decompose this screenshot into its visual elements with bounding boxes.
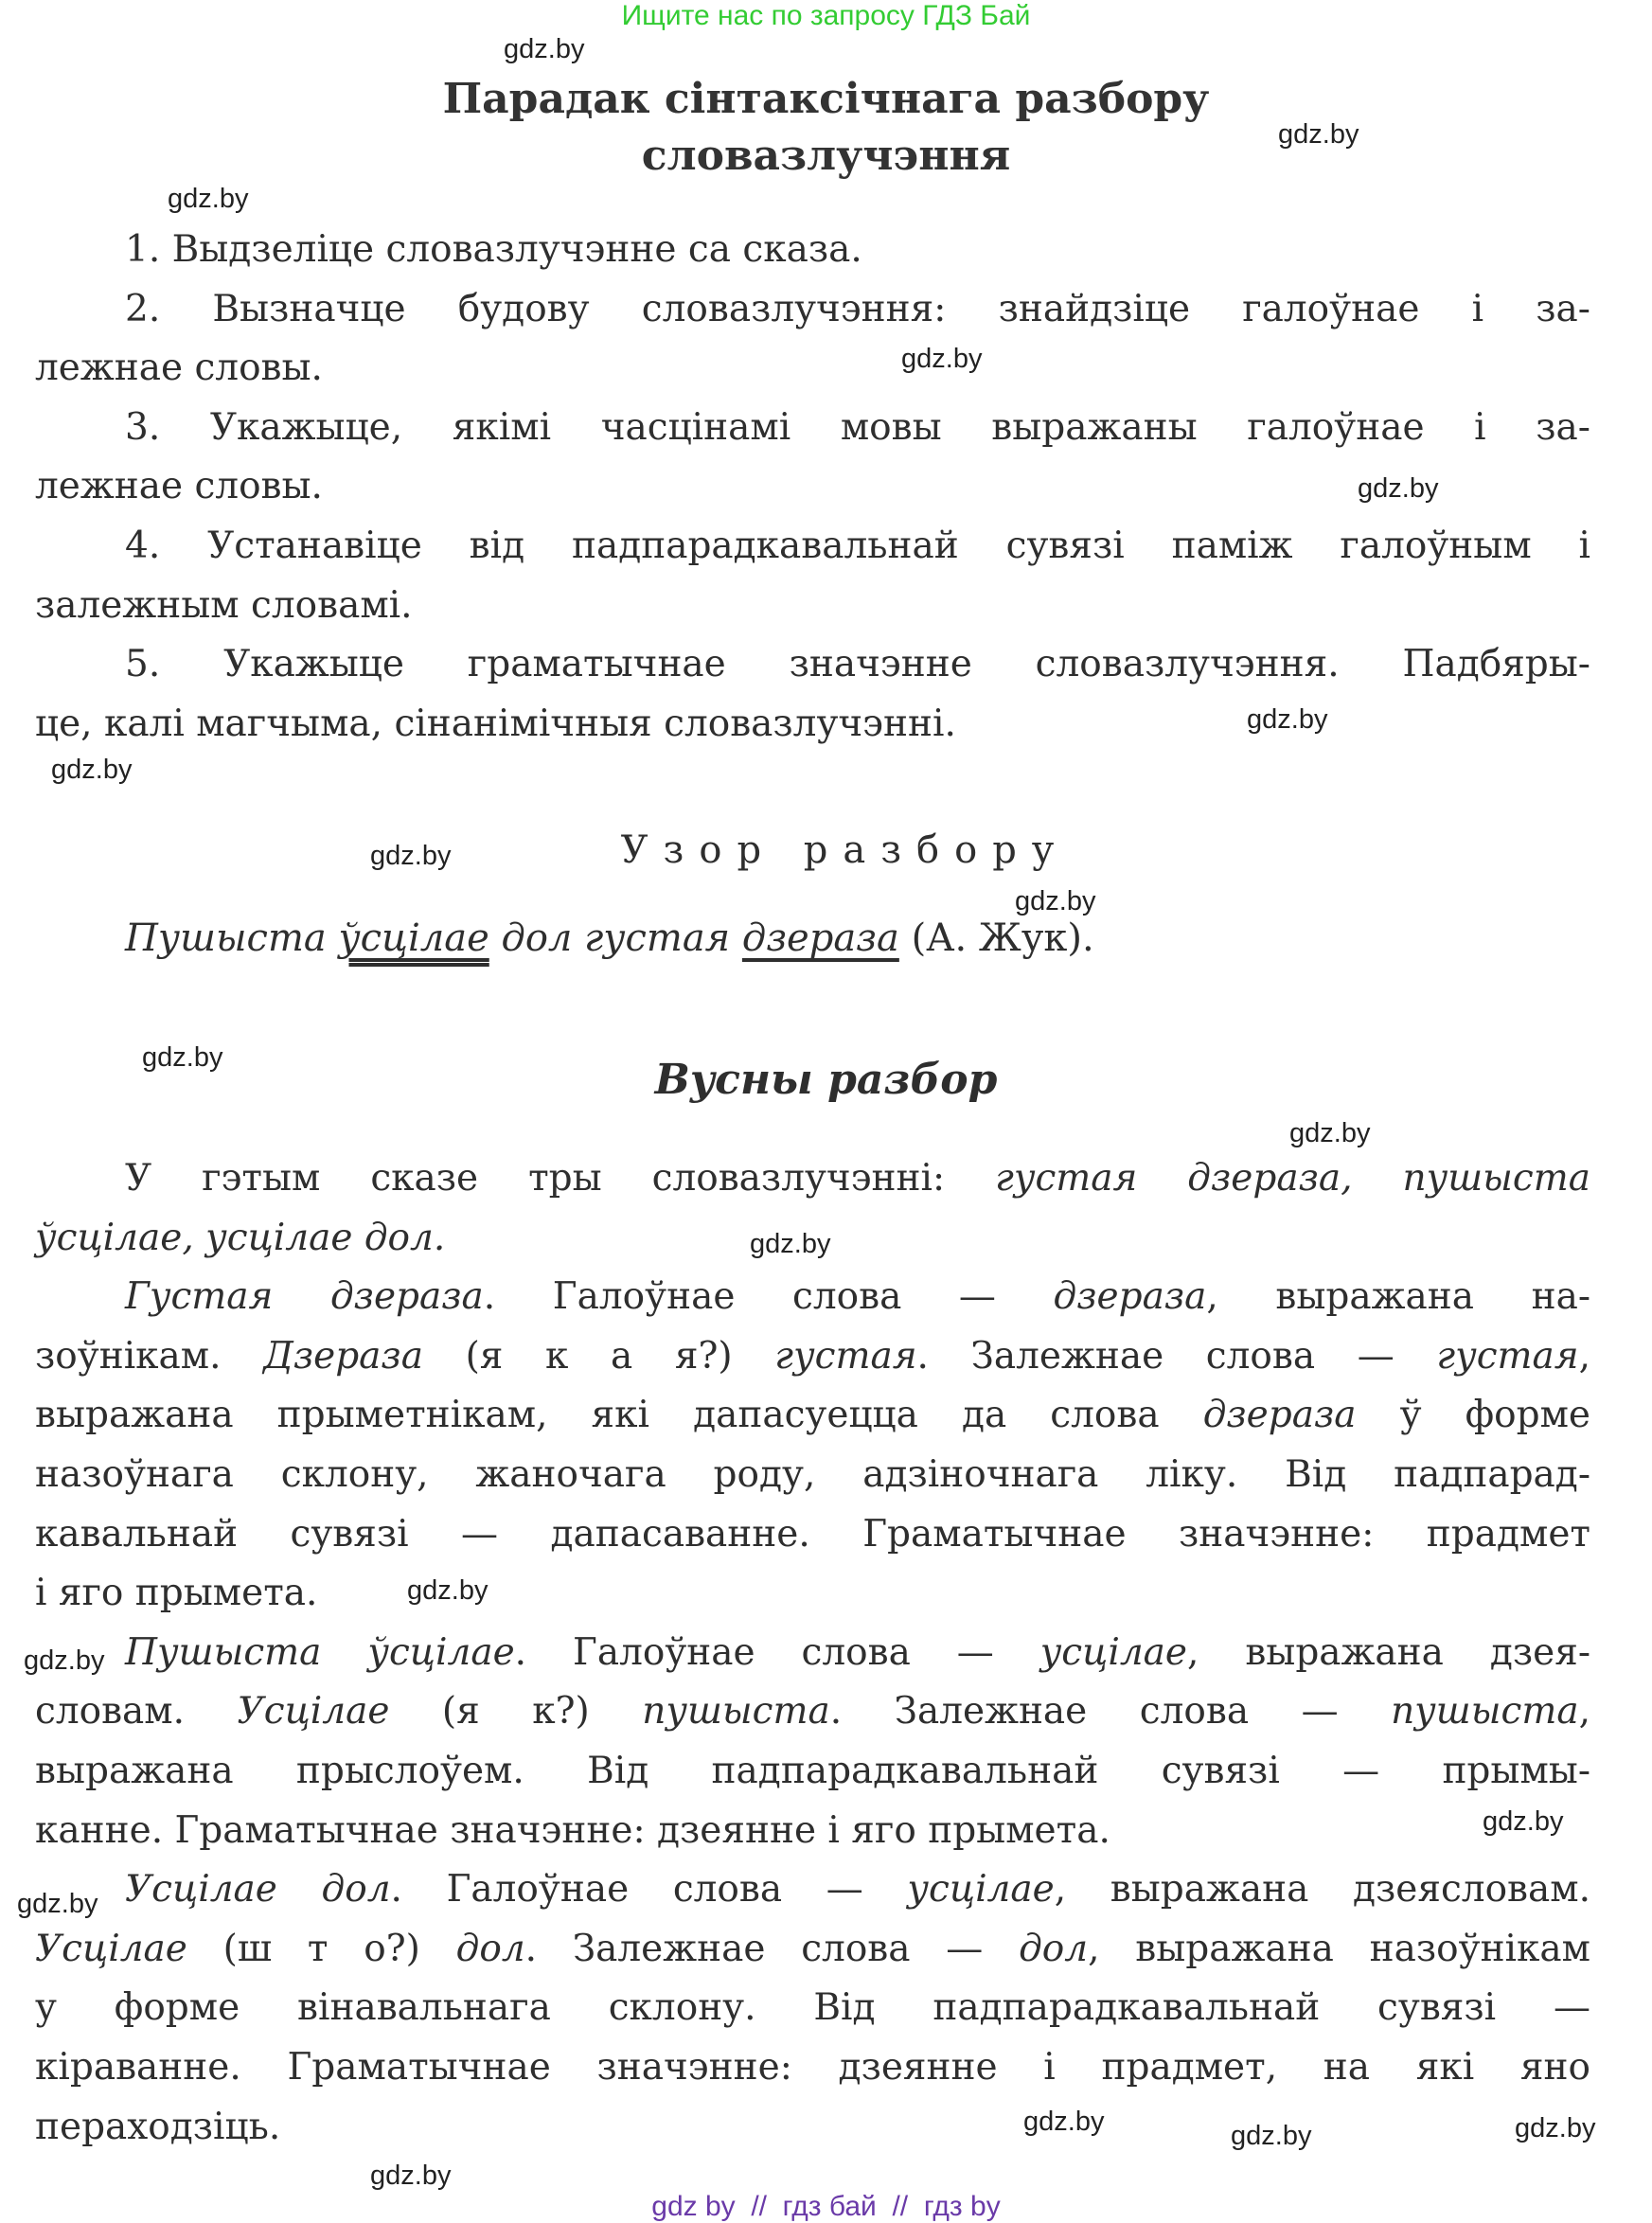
watermark: gdz.by	[168, 184, 249, 214]
text-run: . Галоўнае слова —	[483, 1275, 1054, 1319]
text-run: 4. Устанавіце від падпарадкавальнай сувязі паміж галоўным і	[125, 524, 1590, 567]
page-title-line-1: Парадак сінтаксічнага разбору	[442, 75, 1210, 123]
watermark: gdz.by	[750, 1229, 831, 1259]
italic-text-run: дзераза	[1202, 1394, 1357, 1437]
analysis-line	[125, 1860, 1590, 1920]
pattern-heading: Узор разбору	[620, 828, 1070, 872]
footer-links[interactable]: gdz by // гдз бай // гдз by	[651, 2191, 1001, 2222]
text-run: (А. Жук).	[898, 916, 1094, 960]
text-run: , выражана на-	[1206, 1275, 1590, 1319]
text-run: . Галоўнае слова —	[390, 1868, 908, 1912]
italic-text-run: дол	[1019, 1927, 1089, 1970]
analysis-line	[125, 1624, 1590, 1683]
oral-analysis-heading: Вусны разбор	[654, 1056, 998, 1104]
step-line	[125, 517, 1590, 577]
text-run: канне. Граматычнае значэнне: дзеянне і яго прымета.	[35, 1808, 1110, 1852]
italic-text-run: Густая дзераза	[125, 1275, 484, 1319]
analysis-line	[35, 1327, 1590, 1387]
analysis-line	[35, 1505, 1590, 1565]
oral-analysis-text	[35, 1149, 1590, 2157]
watermark: gdz.by	[24, 1645, 105, 1676]
watermark: gdz.by	[51, 755, 133, 785]
italic-text-run: усцілае	[907, 1868, 1055, 1912]
watermark: gdz.by	[370, 2161, 452, 2191]
step-line	[125, 221, 1590, 280]
italic-text-run: густая дзераза, пушыста	[995, 1157, 1590, 1200]
analysis-line	[35, 1446, 1590, 1505]
step-line	[35, 339, 1590, 399]
italic-text-run: Пушыста	[125, 916, 339, 960]
watermark: gdz.by	[1023, 2107, 1105, 2137]
underlined-word: ўсцілае	[338, 916, 489, 960]
italic-text-run: густая	[774, 1334, 917, 1378]
text-run: лежнае словы.	[35, 347, 323, 390]
watermark: gdz.by	[901, 344, 983, 374]
text-run: пераходзіць.	[35, 2105, 281, 2148]
italic-text-run: дол густая	[488, 916, 742, 960]
text-run: . Залежнае слова —	[916, 1334, 1437, 1378]
step-line	[35, 695, 1590, 755]
watermark: gdz.by	[1278, 119, 1359, 150]
text-run: словам.	[35, 1690, 238, 1734]
text-run: 3. Укажыце, якімі часцінамі мовы выражаны галоўнае і за-	[125, 405, 1590, 449]
italic-text-run: Пушыста ўсцілае	[125, 1630, 515, 1674]
analysis-line	[35, 1979, 1590, 2038]
text-run: . Галоўнае слова —	[514, 1630, 1040, 1674]
text-run: у форме вінавальнага склону. Від падпарадкавальнай сувязі —	[35, 1986, 1590, 2030]
step-line	[125, 399, 1590, 458]
underlined-word: дзераза	[741, 916, 899, 960]
watermark: gdz.by	[1015, 886, 1096, 916]
page-title-line-2: словазлучэння	[641, 132, 1011, 180]
text-run: 5. Укажыце граматычнае значэнне словазлучэння. Падбяры-	[125, 643, 1590, 686]
watermark: gdz.by	[1247, 704, 1328, 735]
analysis-line	[125, 1268, 1590, 1327]
text-run: , выражана назоўнікам	[1088, 1927, 1590, 1970]
text-run: , выражана дзеясловам.	[1054, 1868, 1590, 1912]
analysis-line	[35, 2038, 1590, 2098]
analysis-line	[35, 1802, 1590, 1861]
step-line	[125, 635, 1590, 695]
analysis-line	[35, 1682, 1590, 1742]
text-run: . Залежнае слова —	[524, 1927, 1020, 1970]
italic-text-run: Усцілае	[35, 1927, 187, 1970]
analysis-line	[125, 1149, 1590, 1209]
text-run: выражана прыслоўем. Від падпарадкавальнай сувязі — прымы-	[35, 1749, 1590, 1792]
italic-text-run: усцілае	[1039, 1630, 1188, 1674]
text-run: зоўнікам.	[35, 1334, 264, 1378]
watermark: gdz.by	[142, 1042, 223, 1073]
watermark: gdz.by	[17, 1889, 98, 1919]
italic-text-run: дзераза	[1053, 1275, 1207, 1319]
italic-text-run: ўсцілае, усцілае дол.	[35, 1216, 446, 1259]
analysis-line	[35, 1386, 1590, 1446]
search-hint-banner: Ищите нас по запросу ГДЗ Бай	[621, 0, 1031, 31]
step-line	[125, 280, 1590, 340]
italic-text-run: Дзераза	[263, 1334, 423, 1378]
text-run: це, калі магчыма, сінанімічныя словазлучэнні.	[35, 702, 956, 745]
text-run: 1. Выдзеліце словазлучэнне са сказа.	[125, 228, 862, 271]
text-run: (я к а я?)	[422, 1334, 775, 1378]
analysis-line	[35, 1742, 1590, 1802]
analysis-line	[35, 1920, 1590, 1980]
watermark: gdz.by	[407, 1575, 488, 1606]
italic-text-run: пушыста	[642, 1690, 830, 1734]
watermark: gdz.by	[1358, 473, 1439, 504]
text-run: назоўнага склону, жаночага роду, адзіночнага ліку. Від падпарад-	[35, 1452, 1590, 1496]
step-line	[35, 577, 1590, 636]
italic-text-run: Усцілае	[237, 1690, 390, 1734]
text-run: кіраванне. Граматычнае значэнне: дзеянне і прадмет, на які яно	[35, 2045, 1590, 2089]
italic-text-run: густая	[1436, 1334, 1579, 1378]
watermark: gdz.by	[370, 841, 452, 871]
watermark: gdz.by	[1231, 2121, 1312, 2151]
example-sentence	[125, 916, 1094, 960]
italic-text-run: дол	[455, 1927, 525, 1970]
watermark: gdz.by	[504, 34, 585, 64]
text-run: ў форме	[1356, 1394, 1590, 1437]
text-run: кавальнай сувязі — дапасаванне. Граматычнае значэнне: прадмет	[35, 1512, 1590, 1556]
watermark: gdz.by	[1515, 2113, 1596, 2143]
text-run: (ш т о?)	[187, 1927, 456, 1970]
text-run: У гэтым сказе тры словазлучэнні:	[125, 1157, 996, 1200]
text-run: . Залежнае слова —	[829, 1690, 1392, 1734]
italic-text-run: Усцілае дол	[125, 1868, 391, 1912]
analysis-line	[35, 1564, 1590, 1624]
text-run: ,	[1578, 1690, 1590, 1734]
watermark: gdz.by	[1289, 1118, 1371, 1148]
analysis-line	[35, 2098, 1590, 2158]
text-run: ,	[1578, 1334, 1590, 1378]
text-run: залежным словамі.	[35, 583, 413, 627]
text-run: і яго прымета.	[35, 1572, 318, 1615]
text-run: 2. Вызначце будову словазлучэння: знайдзіце галоўнае і за-	[125, 287, 1590, 330]
text-run: выражана прыметнікам, які дапасуецца да слова	[35, 1394, 1203, 1437]
italic-text-run: пушыста	[1391, 1690, 1579, 1734]
text-run: (я к?)	[389, 1690, 643, 1734]
text-run: , выражана дзея-	[1187, 1630, 1590, 1674]
text-run: лежнае словы.	[35, 465, 323, 508]
watermark: gdz.by	[1483, 1806, 1564, 1837]
